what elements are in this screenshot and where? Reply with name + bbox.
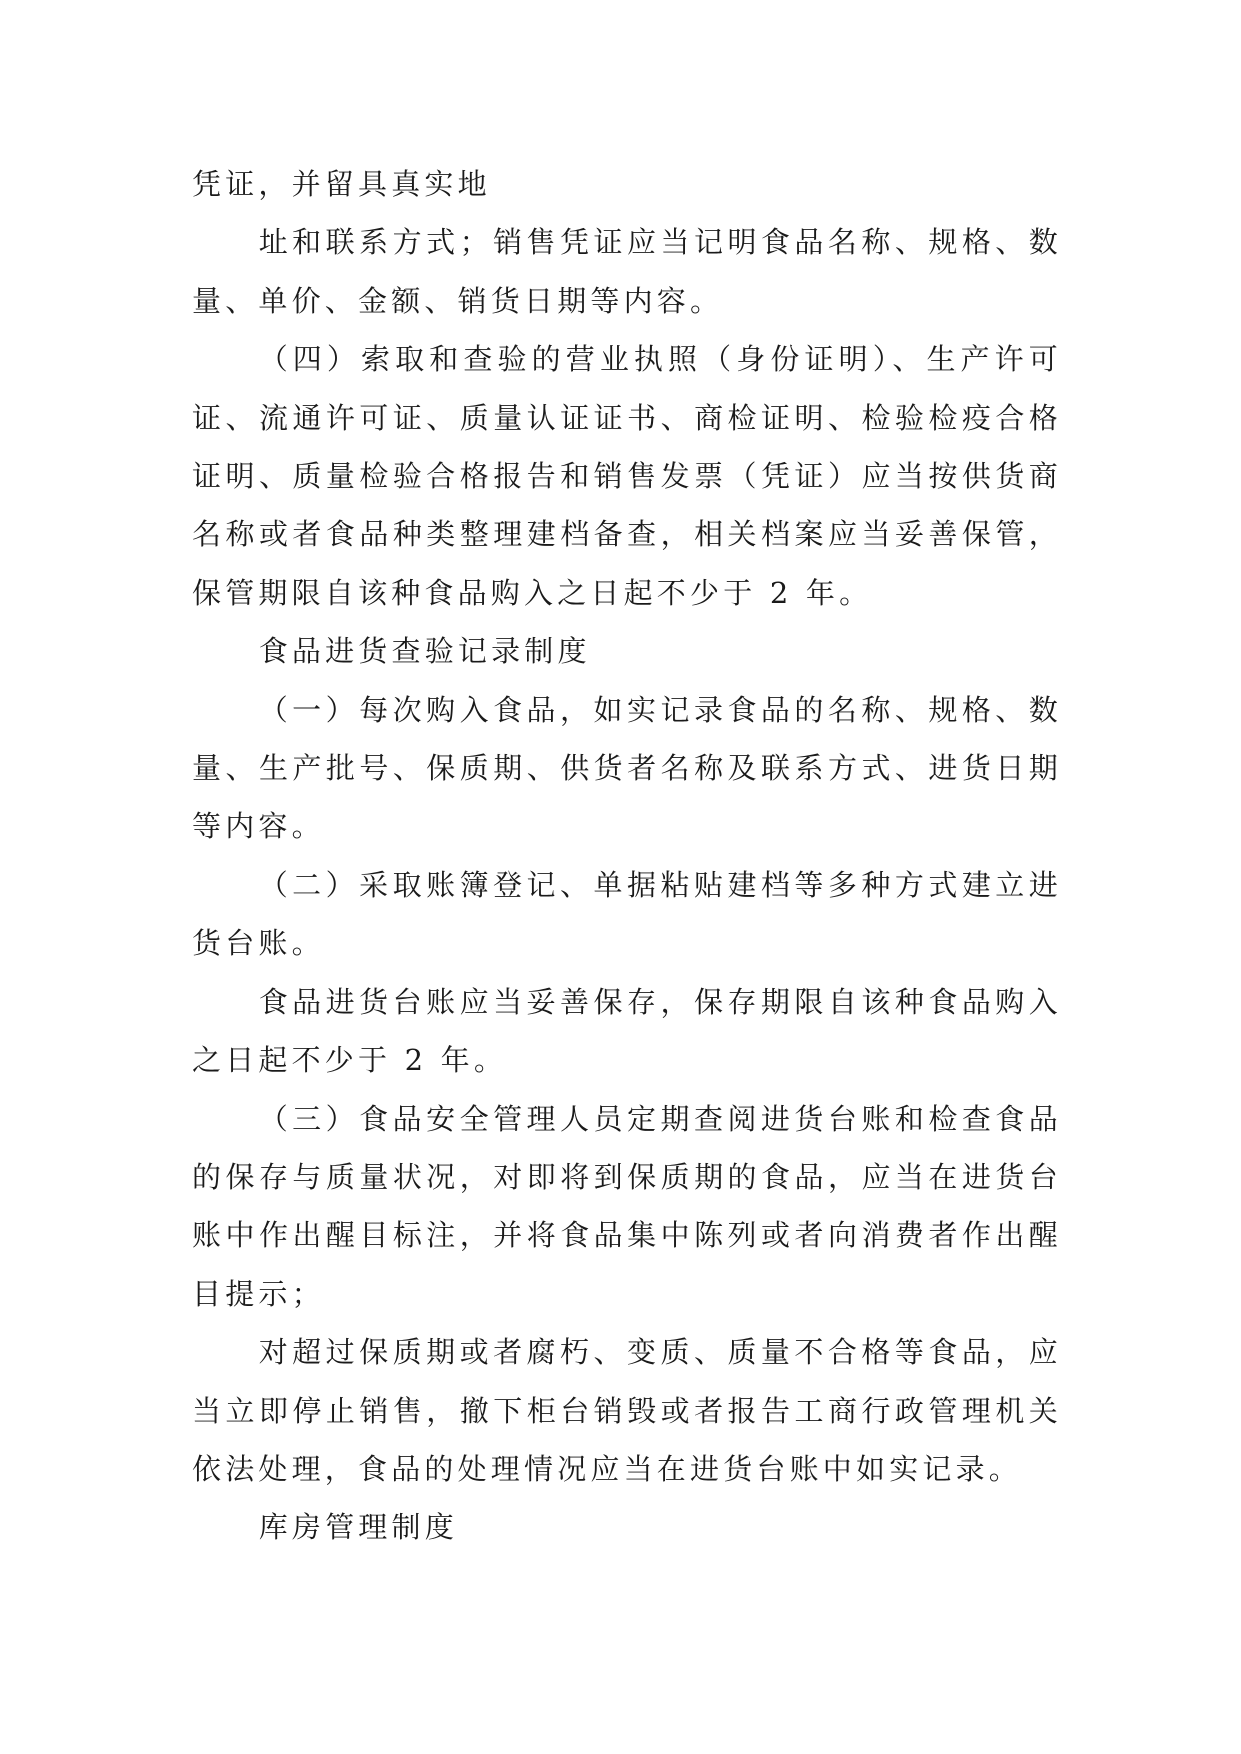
paragraph-2: 址和联系方式；销售凭证应当记明食品名称、规格、数量、单价、金额、销货日期等内容。	[192, 225, 1062, 318]
section-heading-purchase-inspection: 食品进货查验记录制度	[258, 634, 591, 669]
paragraph-5: （一）每次购入食品，如实记录食品的名称、规格、数量、生产批号、保质期、供货者名称及联系方式、进货日期等内容。	[192, 692, 1062, 844]
document-body	[192, 155, 1062, 1557]
paragraph-1: 凭证，并留具真实地	[192, 167, 491, 201]
section-heading-warehouse: 库房管理制度	[258, 1510, 458, 1545]
paragraph-7: 食品进货台账应当妥善保存，保存期限自该种食品购入之日起不少于 2 年。	[192, 984, 1062, 1078]
paragraph-8: （三）食品安全管理人员定期查阅进货台账和检查食品的保存与质量状况，对即将到保质期的食品，应当在进货台账中作出醒目标注，并将食品集中陈列或者向消费者作出醒目提示；	[192, 1101, 1062, 1311]
paragraph-9: 对超过保质期或者腐朽、变质、质量不合格等食品，应当立即停止销售，撤下柜台销毁或者报告工商行政管理机关依法处理，食品的处理情况应当在进货台账中如实记录。	[192, 1335, 1062, 1486]
paragraph-3: （四）索取和查验的营业执照（身份证明）、生产许可证、流通许可证、质量认证证书、商检证明、检验检疫合格证明、质量检验合格报告和销售发票（凭证）应当按供货商名称或者食品种类整理建档备查，相关档案应当妥善保管，保管期限自该种食品购入之日起不少于 2 年。	[192, 342, 1062, 610]
paragraph-6: （二）采取账簿登记、单据粘贴建档等多种方式建立进货台账。	[192, 867, 1062, 961]
